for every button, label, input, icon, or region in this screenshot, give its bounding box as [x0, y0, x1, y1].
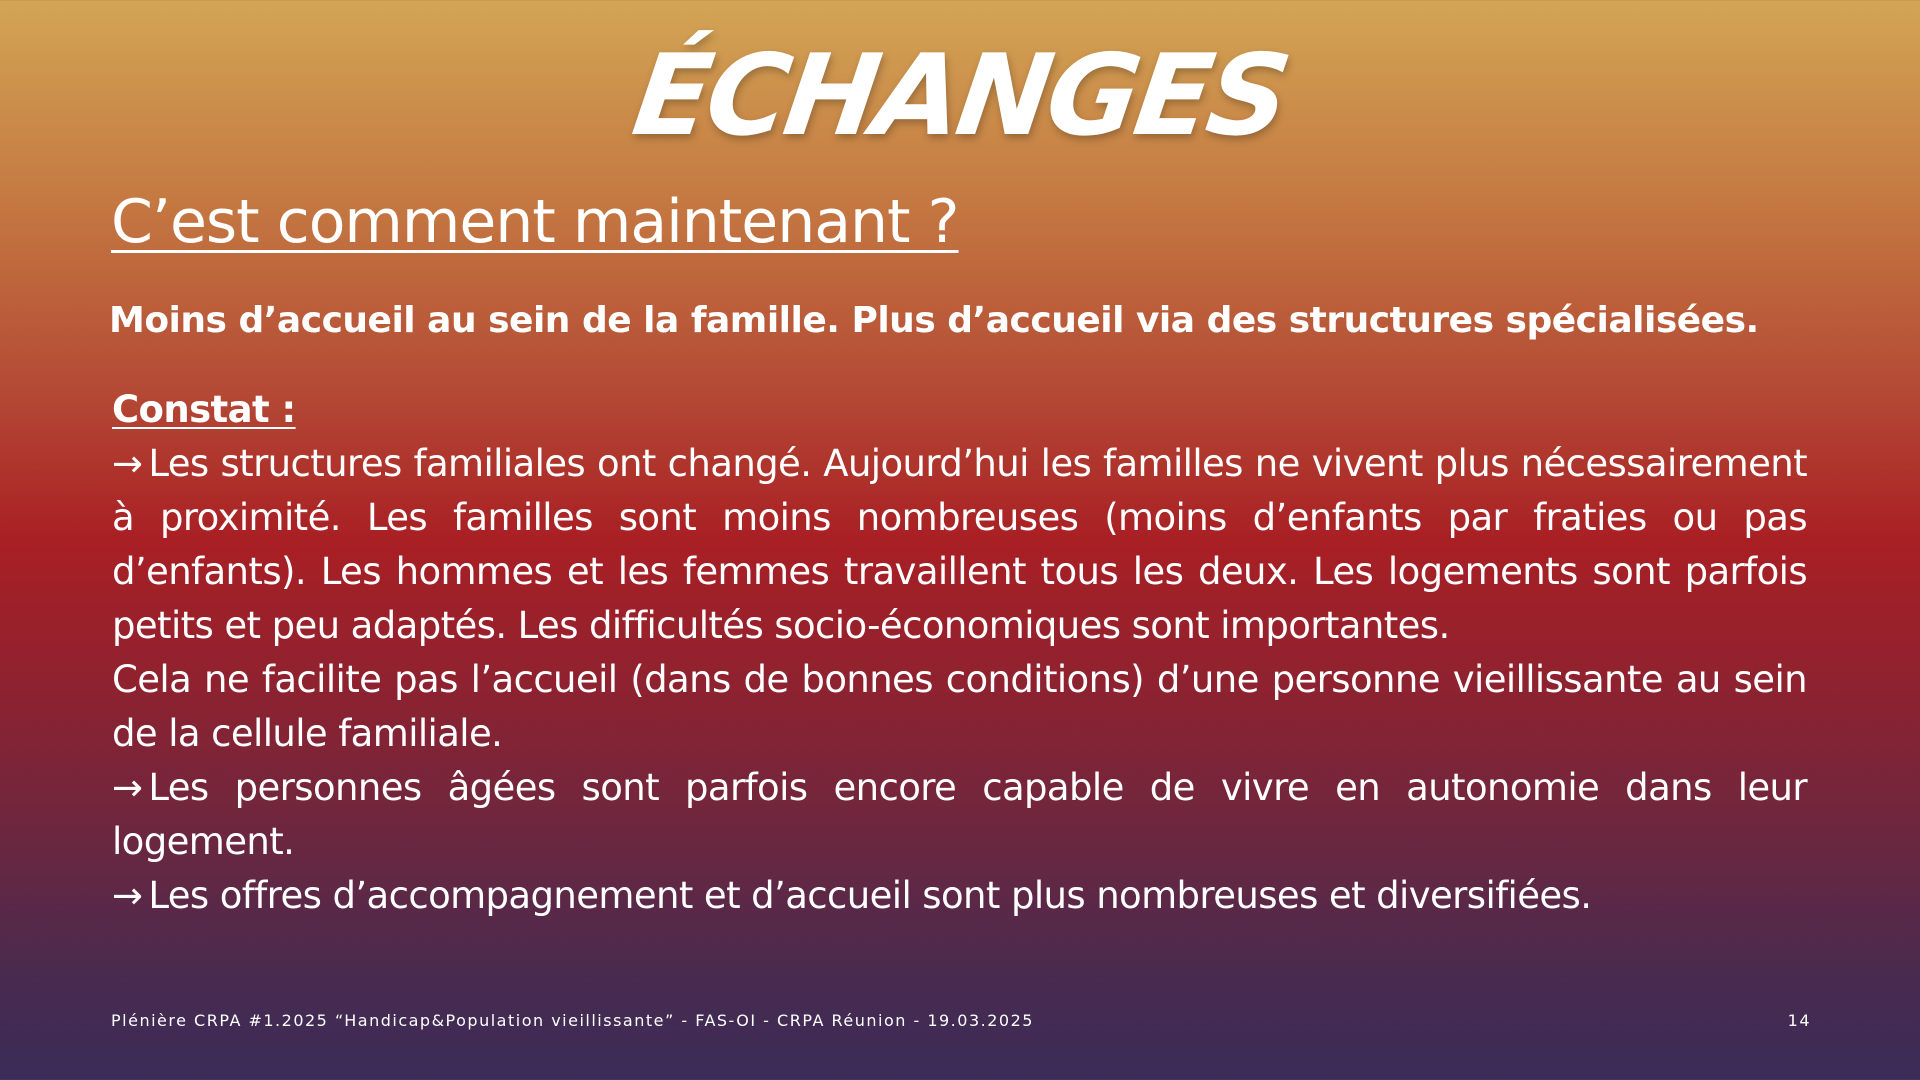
slide-title: ÉCHANGES — [625, 31, 1295, 161]
page-number: 14 — [1787, 1011, 1811, 1030]
paragraph-offres — [112, 869, 1807, 923]
constat-label: Constat : — [112, 388, 296, 431]
section-heading: C’est comment maintenant ? — [111, 187, 959, 257]
arrow-icon: → — [112, 766, 143, 809]
paragraph-text: Les offres d’accompagnement et d’accueil sont plus nombreuses et diversifiées. — [148, 874, 1592, 917]
paragraph-text: Cela ne facilite pas l’accueil (dans de bonnes conditions) d’une personne vieillissante au sein de la cellule familiale. — [112, 658, 1807, 755]
paragraph-autonomie — [112, 761, 1807, 869]
lead-statement: Moins d’accueil au sein de la famille. Plus d’accueil via des structures spécialisées. — [109, 300, 1759, 341]
footer-text: Plénière CRPA #1.2025 “Handicap&Population vieillissante” - FAS-OI - CRPA Réunion - 19.03.2025 — [111, 1011, 1034, 1030]
arrow-icon: → — [112, 442, 143, 485]
paragraph-accueil — [112, 653, 1807, 761]
paragraph-text: Les structures familiales ont changé. Aujourd’hui les familles ne vivent plus nécessairement à proximité. Les familles sont moins nombreuses (moins d’enfants par fraties ou pas d’enfants). Les hommes et les femmes travaillent tous les deux. Les logements sont parfois petits et peu adaptés. Les difficultés socio-économiques sont importantes. — [112, 442, 1807, 647]
paragraph-structures — [112, 437, 1807, 653]
arrow-icon: → — [112, 874, 143, 917]
paragraph-text: Les personnes âgées sont parfois encore capable de vivre en autonomie dans leur logement. — [112, 766, 1807, 863]
constat-section — [112, 383, 1807, 923]
